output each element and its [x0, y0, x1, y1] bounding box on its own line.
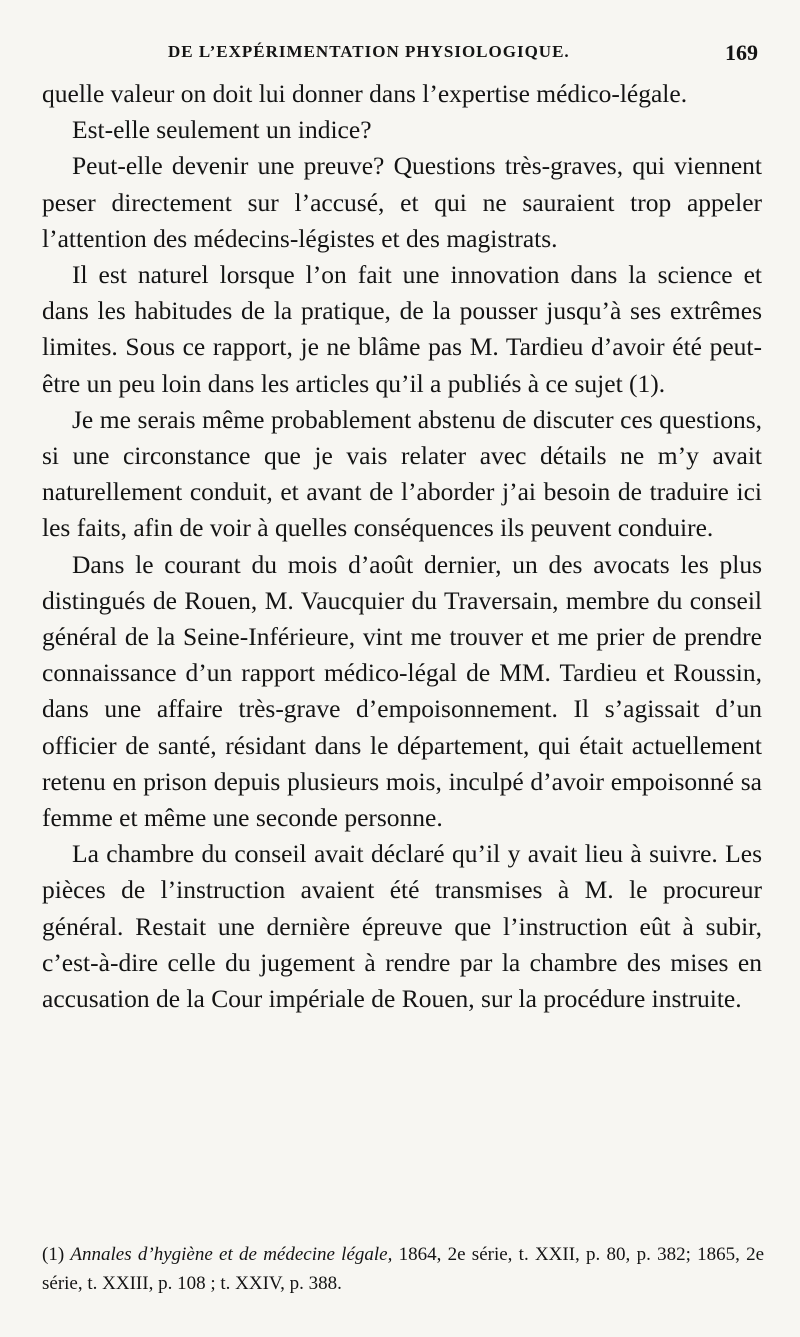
footnote-source-title: Annales d’hygiène et de médecine légale,	[70, 1244, 393, 1265]
paragraph-7: La chambre du conseil avait déclaré qu’il y avait lieu à suivre. Les pièces de l’instruction avaient été transmises à M. le procureur général. Restait une dernière épreuve que l’instruction eût à subir, c’est-à-dire celle du jugement à rendre par la chambre des mises en accusation de la Cour impériale de Rouen, sur la procédure instruite.	[42, 839, 762, 1014]
body-text	[42, 76, 762, 1017]
page-header	[0, 36, 800, 76]
page-number: 169	[725, 40, 758, 65]
footnote-text: 1864, 2e série, t. XXII, p. 80, p. 382; 1865, 2e série, t. XXIII, p. 108 ; t. XXIV, p. 388.	[42, 1244, 765, 1294]
paragraph-6: Dans le courant du mois d’août dernier, un des avocats les plus distingués de Rouen, M. Vaucquier du Traversain, membre du conseil général de la Seine-Inférieure, vint me trouver et me prier de prendre connaissance d’un rapport médico-légal de MM. Tardieu et Roussin, dans une affaire très-grave d’empoisonnement. Il s’agissait d’un officier de santé, résidant dans le département, qui était actuellement retenu en prison depuis plusieurs mois, inculpé d’avoir empoisonné sa femme et même une seconde personne.	[42, 549, 762, 833]
paragraph-1: quelle valeur on doit lui donner dans l’expertise médico-légale.	[42, 79, 688, 108]
footnote-marker: (1)	[42, 1244, 65, 1265]
footnote	[42, 1240, 764, 1298]
paragraph-5: Je me serais même probablement abstenu de discuter ces questions, si une circonstance que je vais relater avec détails ne m’y avait naturellement conduit, et avant de l’aborder j’ai besoin de traduire ici les faits, afin de voir à quelles conséquences ils peuvent conduire.	[42, 404, 762, 543]
running-head: DE L’EXPÉRIMENTATION PHYSIOLOGIQUE.	[168, 42, 570, 61]
paragraph-3: Peut-elle devenir une preuve? Questions très-graves, qui viennent peser directement sur l’accusé, et qui ne sauraient trop appeler l’attention des médecins-légistes et des magistrats.	[42, 151, 762, 253]
paragraph-4: Il est naturel lorsque l’on fait une innovation dans la science et dans les habitudes de la pratique, de la pousser jusqu’à ses extrêmes limites. Sous ce rapport, je ne blâme pas M. Tardieu d’avoir été peut-être un peu loin dans les articles qu’il a publiés à ce sujet (1).	[42, 260, 762, 398]
paragraph-2: Est-elle seulement un indice?	[72, 115, 372, 145]
